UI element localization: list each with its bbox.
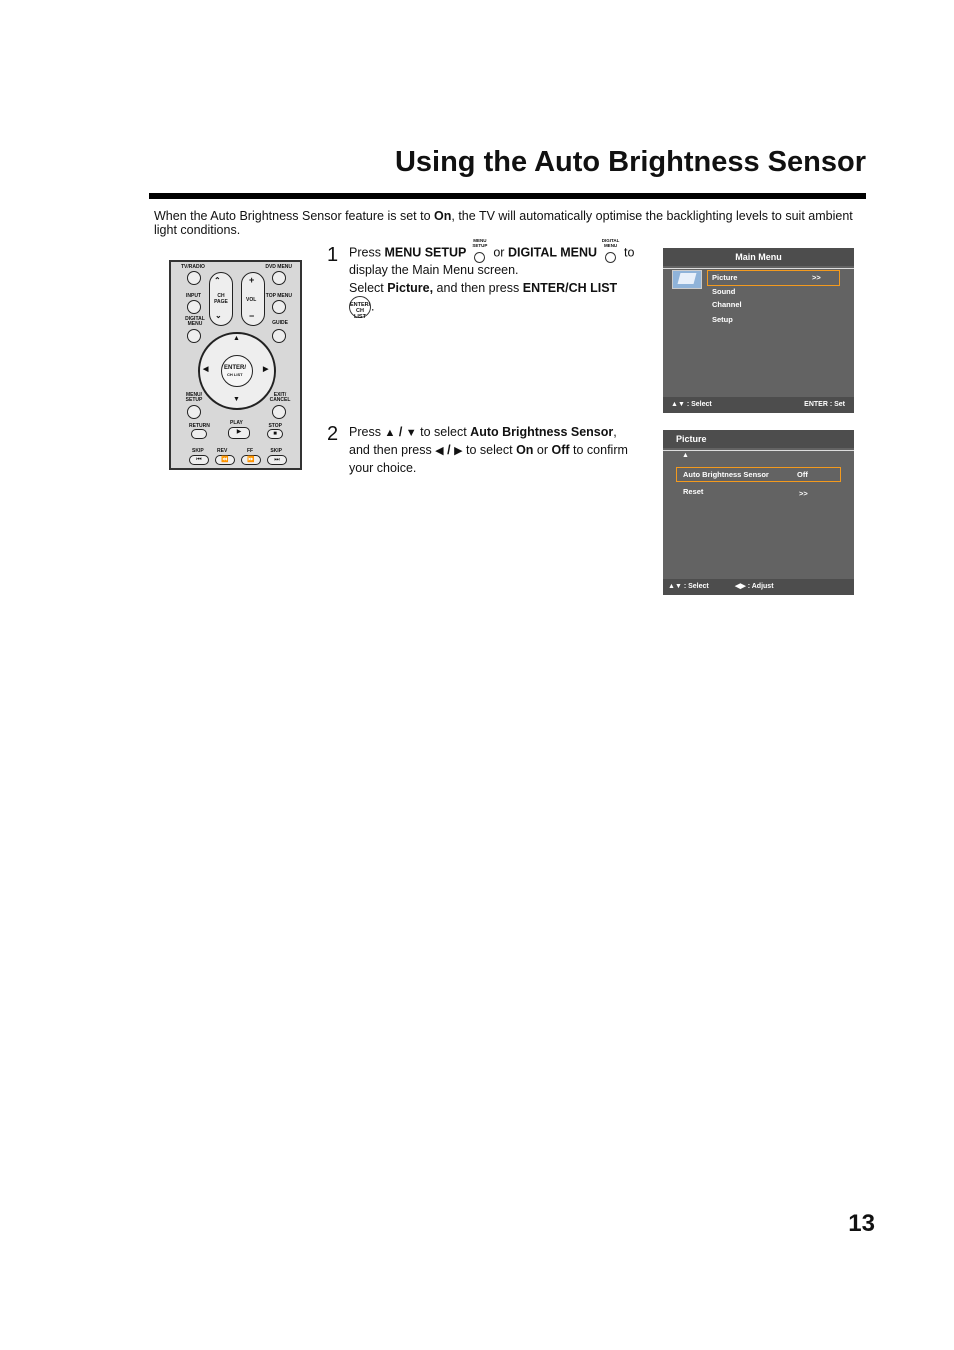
- return-button: [191, 429, 207, 439]
- intro-paragraph: [154, 209, 869, 237]
- menu-setup-button: [187, 405, 201, 419]
- picture-menu-footer: [663, 579, 854, 595]
- remote-label-play: PLAY: [230, 420, 243, 426]
- divider: [663, 268, 854, 269]
- enter-label: ENTER/: [224, 365, 247, 371]
- step-1-menu-setup: MENU SETUP: [384, 245, 467, 260]
- slash: /: [398, 425, 403, 439]
- vol-plus-icon: +: [249, 275, 255, 285]
- top-menu-button: [272, 300, 286, 314]
- chevron-up-icon: ⌃: [214, 276, 221, 285]
- menu-item-picture[interactable]: Picture: [712, 273, 738, 282]
- circle-icon: [605, 252, 616, 263]
- step-2-comma: ,: [613, 425, 617, 439]
- menu-setup-button-icon: [472, 238, 488, 263]
- step-2-text: [349, 424, 649, 477]
- fast-forward-icon: ⏩: [247, 457, 255, 463]
- right-arrow-icon: ▶: [740, 583, 746, 590]
- left-arrow-icon: ◀: [735, 583, 741, 590]
- footer-adjust-hint: [735, 579, 774, 595]
- step-1-period: .: [371, 299, 375, 314]
- tv-radio-button: [187, 271, 201, 285]
- step-1-picture: Picture,: [387, 280, 434, 295]
- footer-set-hint: ENTER : Set: [804, 401, 845, 408]
- step-1-text-a: Press: [349, 245, 385, 260]
- guide-button: [272, 329, 286, 343]
- left-arrow-icon: ◀: [435, 445, 444, 457]
- enter-button-icon: [349, 296, 371, 318]
- menu-item-sound[interactable]: Sound: [712, 287, 736, 296]
- footer-adjust-text: : Adjust: [747, 583, 774, 590]
- remote-label-exit-cancel: EXIT/ CANCEL: [269, 392, 291, 403]
- footer-select-hint: [671, 397, 712, 413]
- title-rule: [149, 193, 866, 199]
- ch-page-label: CH PAGE: [214, 293, 228, 305]
- step-1-text-d: Select: [349, 280, 388, 295]
- remote-label-rev: REV: [217, 448, 228, 454]
- intro-bold-on: On: [434, 209, 452, 223]
- remote-label-tv-radio: TV/RADIO: [181, 264, 205, 270]
- step-2-text-d: to select: [462, 443, 517, 457]
- main-menu-screen: [663, 248, 854, 413]
- dvd-menu-button: [272, 271, 286, 285]
- step-1-number: 1: [327, 244, 339, 266]
- intro-text: When the Auto Brightness Sensor feature is set to: [154, 209, 435, 223]
- step-2-off: Off: [551, 443, 570, 457]
- step-2-text-b: to select: [416, 425, 471, 439]
- dpad: [198, 332, 276, 410]
- dpad-right-icon: ▶: [263, 366, 269, 373]
- play-icon: ▶: [236, 429, 242, 435]
- ch-page-rocker: [209, 272, 233, 326]
- up-arrow-icon: ▲: [668, 583, 675, 590]
- step-1-enter-ch-list: ENTER/CH LIST: [522, 280, 618, 295]
- vol-label: VOL: [246, 297, 257, 303]
- remote-label-guide: GUIDE: [272, 320, 288, 326]
- play-button: [228, 427, 250, 439]
- main-menu-footer: [663, 397, 854, 413]
- step-2-on: On: [516, 443, 534, 457]
- rev-button: [215, 455, 235, 465]
- remote-label-return: RETURN: [189, 423, 210, 429]
- remote-label-input: INPUT: [186, 293, 201, 299]
- step-2-text-e: or: [533, 443, 552, 457]
- exit-cancel-button: [272, 405, 286, 419]
- step-2-text-f: to confirm your choice.: [349, 443, 628, 475]
- footer-select-text: : Select: [683, 583, 709, 590]
- dpad-left-icon: ◀: [203, 366, 209, 373]
- step-1-text: [349, 238, 641, 320]
- intro-text-2: , the TV will automatically optimise the backlighting levels to suit ambient light conditions.: [154, 209, 853, 237]
- picture-category-icon: [672, 270, 702, 289]
- scroll-up-icon: ▲: [682, 452, 689, 459]
- enter-button: [221, 355, 253, 387]
- skip-back-icon: ⏮: [196, 457, 202, 463]
- remote-control: [169, 260, 302, 470]
- remote-label-stop: STOP: [268, 423, 282, 429]
- footer-select-text: : Select: [686, 401, 712, 408]
- divider: [663, 450, 854, 451]
- ch-list-label: CH LIST: [227, 372, 243, 377]
- remote-label-top-menu: TOP MENU: [265, 293, 292, 299]
- ff-button: [241, 455, 261, 465]
- vol-minus-icon: −: [249, 311, 255, 321]
- menu-item-setup[interactable]: Setup: [712, 315, 733, 324]
- volume-rocker: [241, 272, 265, 326]
- step-2-number: 2: [327, 423, 339, 445]
- step-1-line-2: [349, 281, 641, 297]
- reset-arrow: >>: [799, 489, 808, 498]
- step-1-text-c: to display the Main Menu screen.: [349, 245, 635, 277]
- step-2-text-c: and then press: [349, 443, 436, 457]
- remote-label-ff: FF: [247, 448, 254, 454]
- dpad-up-icon: ▲: [233, 335, 240, 342]
- remote-label-dvd-menu: DVD MENU: [265, 264, 292, 270]
- skip-fwd-button: [267, 455, 287, 465]
- skip-back-button: [189, 455, 209, 465]
- picture-menu-title: Picture: [663, 430, 854, 448]
- step-2-text-a: Press: [349, 425, 385, 439]
- remote-label-menu-setup: MENU/ SETUP: [185, 392, 203, 403]
- up-arrow-icon: ▲: [671, 401, 678, 408]
- enter-icon-label: ENTER/: [350, 302, 371, 308]
- step-1-digital-menu: DIGITAL MENU: [507, 245, 598, 260]
- skip-forward-icon: ⏭: [274, 457, 280, 463]
- menu-setup-icon-label: MENU SETUP: [472, 238, 488, 248]
- slash: /: [447, 443, 451, 457]
- chevron-down-icon: ⌄: [215, 311, 222, 320]
- right-arrow-icon: ▶: [454, 445, 463, 457]
- remote-label-skip-back: SKIP: [192, 448, 204, 454]
- down-arrow-icon: ▼: [677, 401, 685, 408]
- remote-label-skip-fwd: SKIP: [270, 448, 282, 454]
- digital-menu-button: [187, 329, 201, 343]
- up-arrow-icon: ▲: [384, 427, 396, 439]
- remote-label-digital-menu: DIGITAL MENU: [185, 316, 205, 327]
- auto-brightness-label[interactable]: Auto Brightness Sensor: [683, 470, 769, 479]
- stop-icon: ■: [273, 431, 277, 437]
- step-1-text-b: or: [493, 245, 508, 260]
- picture-icon: [678, 273, 697, 284]
- submenu-arrow: >>: [812, 273, 821, 282]
- rewind-icon: ⏪: [221, 457, 229, 463]
- digital-menu-icon-label: DIGITAL MENU: [601, 238, 620, 248]
- footer-select-hint: [668, 579, 709, 595]
- enter-icon-sublabel: CH LIST: [354, 308, 366, 320]
- menu-item-channel[interactable]: Channel: [712, 300, 742, 309]
- auto-brightness-value[interactable]: Off: [797, 470, 808, 479]
- stop-button: [267, 429, 283, 439]
- step-1-line-3: [349, 296, 641, 318]
- page-number: 13: [848, 1210, 875, 1237]
- down-arrow-icon: ▼: [405, 427, 417, 439]
- input-button: [187, 300, 201, 314]
- reset-label[interactable]: Reset: [683, 487, 704, 496]
- circle-icon: [474, 252, 485, 263]
- step-2-auto-brightness: Auto Brightness Sensor: [470, 425, 614, 439]
- dpad-down-icon: ▼: [233, 396, 240, 403]
- page-title: Using the Auto Brightness Sensor: [394, 146, 866, 178]
- digital-menu-button-icon: [601, 238, 620, 263]
- main-menu-title: Main Menu: [663, 248, 854, 266]
- picture-menu-screen: [663, 430, 854, 595]
- step-1-text-e: and then press: [433, 280, 523, 295]
- down-arrow-icon: ▼: [674, 583, 682, 590]
